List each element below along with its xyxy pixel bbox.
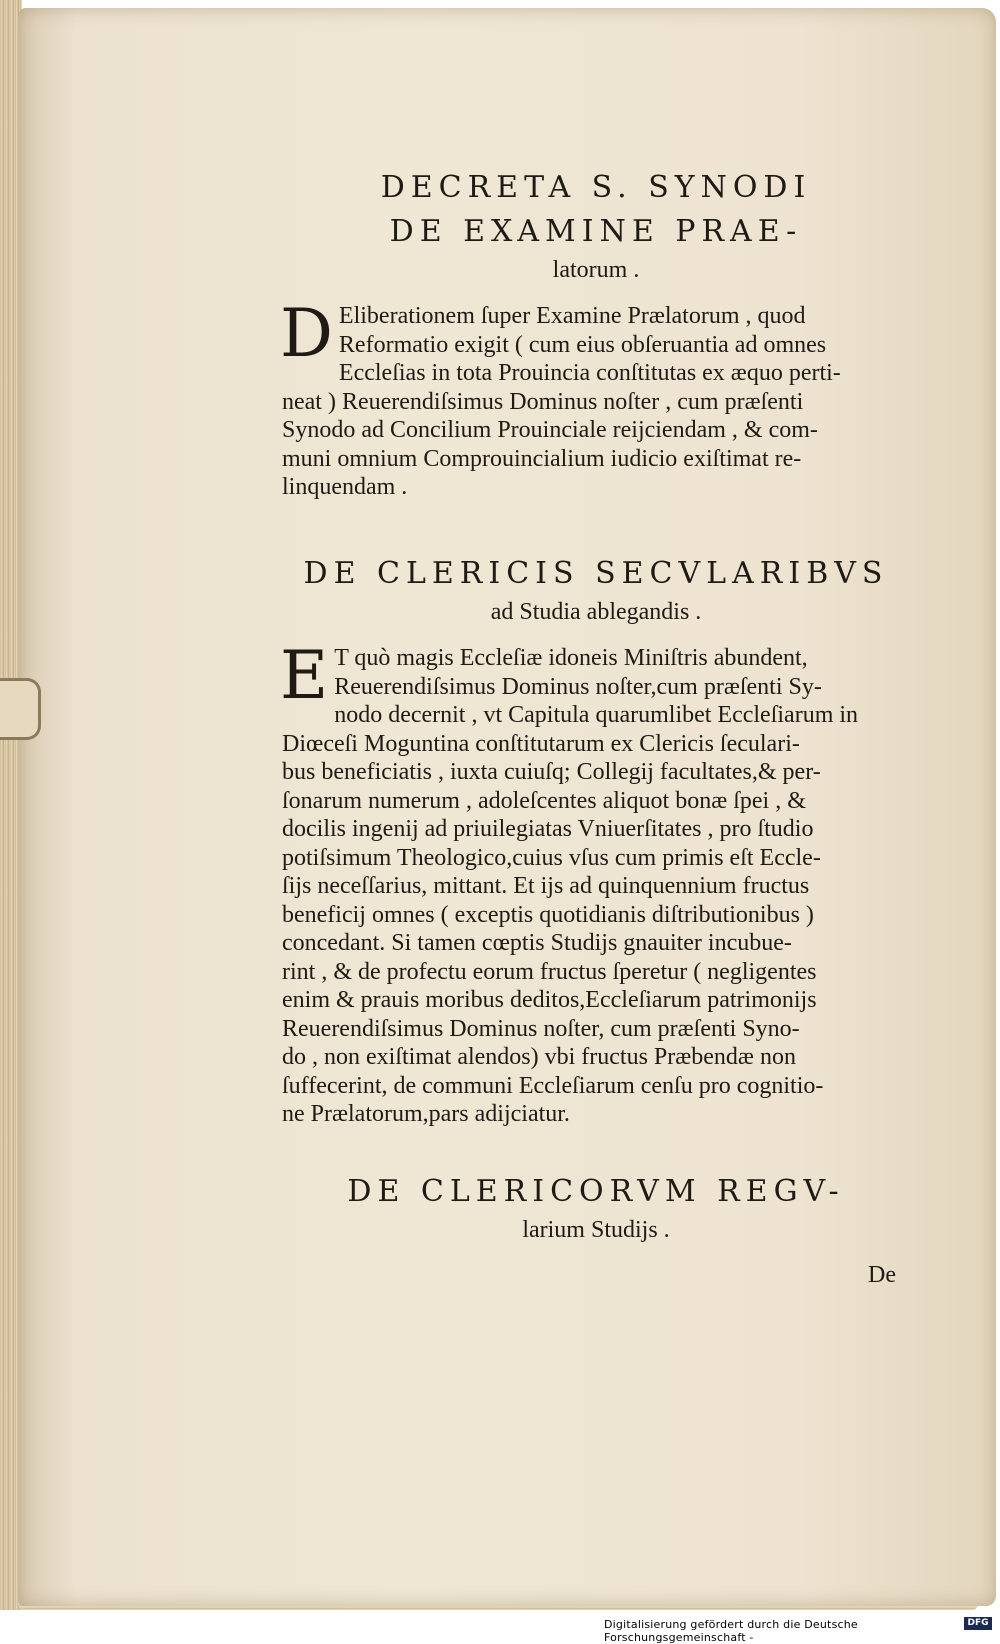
text-line: neat ) Reuerendiſsimus Dominus noſter , cum præſenti [282, 388, 804, 415]
text-line: docilis ingenij ad priuilegiatas Vniuerſitates , pro ſtudio [282, 816, 814, 842]
text-line: linquendam . [282, 474, 408, 500]
drop-cap-e: E [280, 637, 329, 714]
section2-title-line2: ad Studia ablegandis . [490, 599, 702, 625]
section1-title-line1: DECRETA S. SYNODI [380, 170, 812, 205]
section-clericis-secularibus [282, 552, 910, 628]
section2-body [280, 637, 910, 1129]
text-line: muni omnium Comprouincialium iudicio exiſtimat re- [282, 445, 802, 472]
catchword: De [868, 1262, 896, 1288]
text-line: bus beneficiatis , iuxta cuiuſq; Collegij facultates,& per- [282, 759, 821, 785]
text-line: nodo decernit , vt Capitula quarumlibet Eccleſiarum in [334, 702, 859, 728]
dfg-logo: DFG [964, 1617, 992, 1630]
book-clasp [0, 678, 41, 740]
text-line: beneficij omnes ( exceptis quotidianis diſtributionibus ) [282, 901, 814, 928]
section1-title-line3: latorum . [552, 257, 640, 283]
text-line: ſonarum numerum , adoleſcentes aliquot bonæ ſpei , & [282, 787, 806, 814]
text-line: Synodo ad Concilium Prouinciale reijciendam , & com- [282, 417, 818, 443]
section-clericorum-regularium [282, 1170, 910, 1246]
section-examine-praelatorum [282, 166, 910, 286]
text-line: concedant. Si tamen cœptis Studijs gnauiter incubue- [282, 930, 792, 956]
section1-paragraph [280, 295, 910, 502]
text-line: do , non exiſtimat alendos) vbi fructus Præbendæ non [282, 1044, 796, 1070]
text-line: Eccleſias in tota Prouincia conſtitutas ex æquo perti- [338, 360, 841, 386]
digitization-credit: Digitalisierung gefördert durch die Deutsche Forschungsgemeinschaft - [604, 1618, 858, 1644]
text-line: Reuerendiſsimus Dominus noſter, cum præſenti Syno- [282, 1015, 800, 1042]
text-line: ne Prælatorum,pars adijciatur. [282, 1101, 570, 1127]
drop-cap-d: D [280, 295, 333, 372]
text-line: ſuffecerint, de communi Eccleſiarum cenſu pro cognitio- [282, 1072, 824, 1099]
text-line: Reformatio exigit ( cum eius obſeruantia ad omnes [338, 331, 827, 358]
section1-body [280, 295, 910, 502]
text-line: Eliberationem ſuper Examine Prælatorum , quod [338, 303, 806, 329]
section2-title-line1: DE CLERICIS SECVLARIBVS [303, 556, 889, 591]
section2-paragraph [280, 637, 910, 1129]
text-line: rint , & de profectu eorum fructus ſperetur ( negligentes [282, 958, 817, 985]
section3-title-line1: DE CLERICORVM REGV- [347, 1174, 845, 1209]
text-line: enim & prauis moribus deditos,Eccleſiarum patrimonijs [282, 987, 817, 1013]
text-line: potiſsimum Theologico,cuius vſus cum primis eſt Eccle- [282, 844, 821, 871]
text-line: Reuerendiſsimus Dominus noſter,cum præſenti Sy- [334, 673, 822, 700]
text-line: ſijs neceſſarius, mittant. Et ijs ad quinquennium fructus [282, 873, 810, 899]
section1-title-line2: DE EXAMINE PRAE- [389, 214, 803, 249]
text-line: T quò magis Eccleſiæ idoneis Miniſtris abundent, [334, 645, 808, 671]
text-line: Diœceſi Moguntina conſtitutarum ex Clericis ſeculari- [282, 730, 800, 757]
section3-title-line2: larium Studijs . [522, 1217, 670, 1243]
